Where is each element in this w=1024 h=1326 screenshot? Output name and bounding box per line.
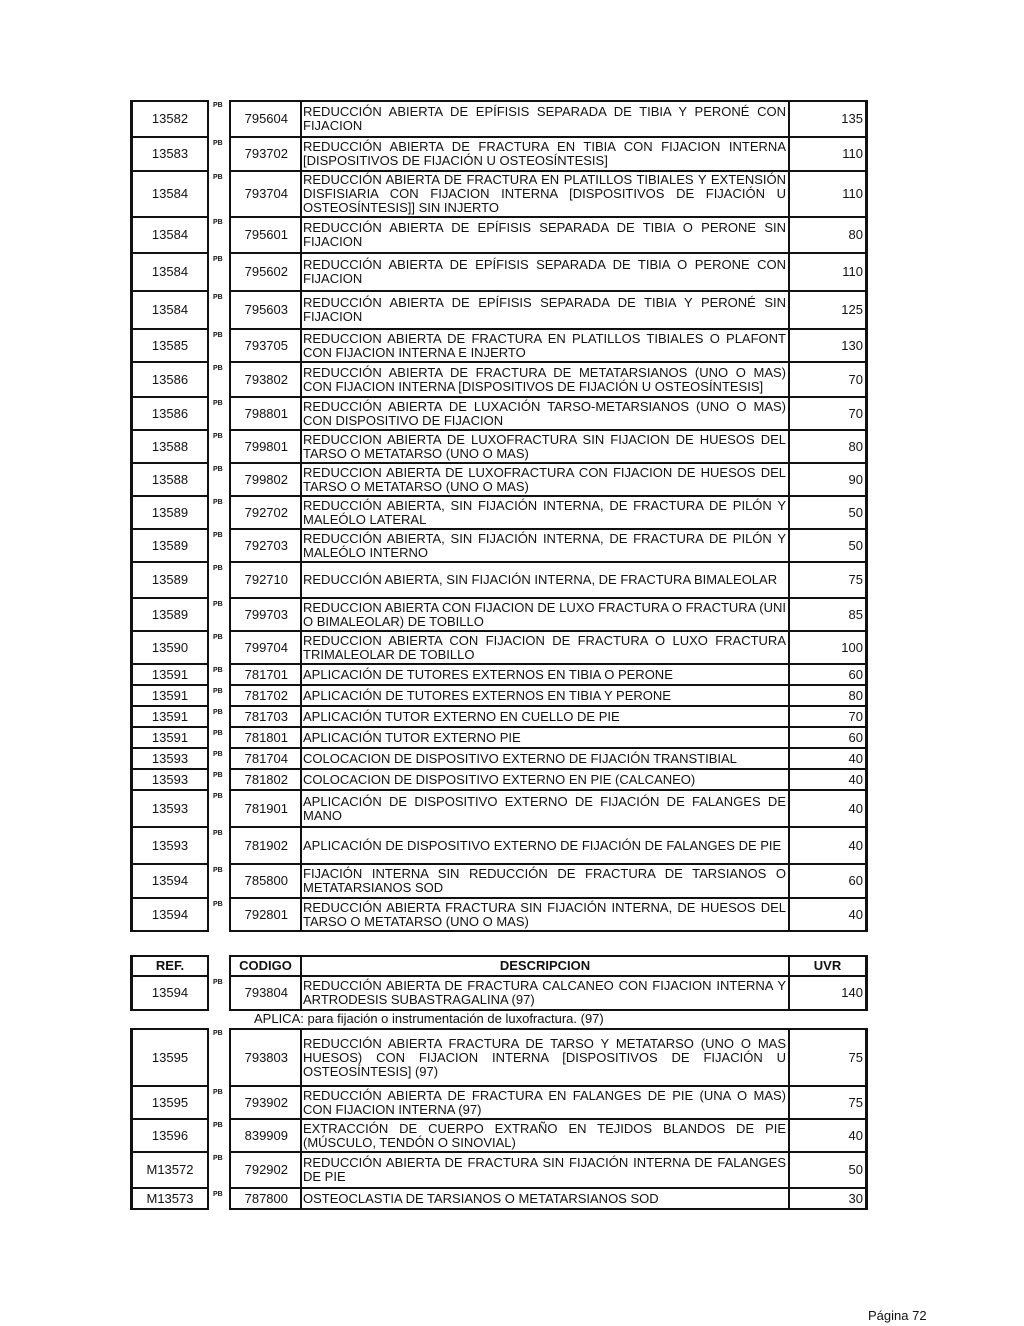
- pb-marker: PB: [213, 1122, 223, 1129]
- ref-cell: 13590: [130, 632, 209, 665]
- pb-marker: PB: [213, 332, 223, 339]
- pb-marker: PB: [213, 174, 223, 181]
- ref-cell: 13585: [130, 330, 209, 363]
- pb-marker: PB: [213, 400, 223, 407]
- codigo-cell: 781802: [229, 770, 302, 791]
- uvr-cell: 60: [788, 865, 868, 899]
- uvr-cell: 40: [788, 899, 868, 932]
- ref-cell: 13589: [130, 497, 209, 530]
- table-row: [130, 599, 890, 632]
- descripcion-cell: REDUCCION ABIERTA CON FIJACION DE LUXO FRACTURA O FRACTURA (UNI O BIMALEOLAR) DE TOBILLO: [302, 599, 788, 632]
- descripcion-cell: FIJACIÓN INTERNA SIN REDUCCIÓN DE FRACTURA DE TARSIANOS O METATARSIANOS SOD: [302, 865, 788, 899]
- table-row: [130, 138, 890, 172]
- table-row: [130, 899, 890, 932]
- codigo-cell: 839909: [229, 1120, 302, 1153]
- ref-cell: 13594: [130, 899, 209, 932]
- table-row: [130, 563, 890, 599]
- table-row: [130, 665, 890, 686]
- table-row: [130, 217, 890, 254]
- descripcion-cell: REDUCCIÓN ABIERTA DE EPÍFISIS SEPARADA DE TIBIA O PERONE SIN FIJACION: [302, 217, 788, 254]
- codigo-cell: 793702: [229, 138, 302, 172]
- ref-cell: M13573: [130, 1189, 209, 1210]
- ref-cell: 13583: [130, 138, 209, 172]
- header-ref: REF.: [130, 955, 209, 977]
- codigo-cell: 799703: [229, 599, 302, 632]
- ref-cell: 13595: [130, 1028, 209, 1087]
- pb-marker: PB: [213, 793, 223, 800]
- uvr-cell: 80: [788, 217, 868, 254]
- uvr-cell: 50: [788, 497, 868, 530]
- pb-marker: PB: [213, 499, 223, 506]
- pb-marker: PB: [213, 365, 223, 372]
- codigo-cell: 793705: [229, 330, 302, 363]
- codigo-cell: 799704: [229, 632, 302, 665]
- table-row: [130, 464, 890, 497]
- uvr-cell: 75: [788, 1087, 868, 1120]
- pb-marker: PB: [213, 1155, 223, 1162]
- descripcion-cell: REDUCCIÓN ABIERTA DE FRACTURA EN TIBIA CON FIJACION INTERNA [DISPOSITIVOS DE FIJACIÓN U OSTEOSÍNTESIS]: [302, 138, 788, 172]
- codigo-cell: 781702: [229, 686, 302, 707]
- codigo-cell: 781704: [229, 749, 302, 770]
- uvr-cell: 75: [788, 563, 868, 599]
- descripcion-cell: REDUCCIÓN ABIERTA DE FRACTURA EN PLATILLOS TIBIALES Y EXTENSIÓN DISFISIARIA CON FIJACION INTERNA [DISPOSITIVOS DE FIJACIÓN U OSTEOSÍNTESIS]] SIN INJERTO: [302, 172, 788, 218]
- codigo-cell: 795601: [229, 217, 302, 254]
- pb-marker: PB: [213, 601, 223, 608]
- pb-marker: PB: [213, 219, 223, 226]
- table-row: [130, 686, 890, 707]
- ref-cell: 13586: [130, 363, 209, 398]
- codigo-cell: 785800: [229, 865, 302, 899]
- descripcion-cell: REDUCCION ABIERTA CON FIJACION DE FRACTURA O LUXO FRACTURA TRIMALEOLAR DE TOBILLO: [302, 632, 788, 665]
- ref-cell: 13596: [130, 1120, 209, 1153]
- table-row: [130, 497, 890, 530]
- descripcion-cell: REDUCCIÓN ABIERTA DE FRACTURA DE METATARSIANOS (UNO O MAS) CON FIJACION INTERNA [DISPOSITIVOS DE FIJACIÓN U OSTEOSÍNTESIS]: [302, 363, 788, 398]
- table-row: [130, 1153, 890, 1189]
- uvr-cell: 110: [788, 172, 868, 218]
- table-row: [130, 791, 890, 828]
- ref-cell: 13584: [130, 254, 209, 292]
- descripcion-cell: OSTEOCLASTIA DE TARSIANOS O METATARSIANOS SOD: [302, 1189, 788, 1210]
- ref-cell: 13586: [130, 398, 209, 431]
- pb-marker: PB: [213, 688, 223, 695]
- ref-cell: 13591: [130, 728, 209, 749]
- descripcion-cell: COLOCACION DE DISPOSITIVO EXTERNO DE FIJACIÓN TRANSTIBIAL: [302, 749, 788, 770]
- uvr-cell: 60: [788, 665, 868, 686]
- codigo-cell: 781801: [229, 728, 302, 749]
- table-row: [130, 100, 890, 138]
- codigo-cell: 799802: [229, 464, 302, 497]
- descripcion-cell: REDUCCIÓN ABIERTA FRACTURA SIN FIJACIÓN INTERNA, DE HUESOS DEL TARSO O METATARSO (UNO O MAS): [302, 899, 788, 932]
- table-row: [130, 749, 890, 770]
- table-row: [130, 330, 890, 363]
- codigo-cell: 792703: [229, 530, 302, 563]
- ref-cell: 13589: [130, 563, 209, 599]
- uvr-cell: 130: [788, 330, 868, 363]
- table-row: [130, 398, 890, 431]
- codigo-cell: 793802: [229, 363, 302, 398]
- codigo-cell: 792801: [229, 899, 302, 932]
- uvr-cell: 135: [788, 100, 868, 138]
- uvr-cell: 110: [788, 254, 868, 292]
- table-row: [130, 363, 890, 398]
- ref-cell: 13594: [130, 865, 209, 899]
- ref-cell: 13588: [130, 431, 209, 464]
- uvr-cell: 40: [788, 791, 868, 828]
- pb-marker: PB: [213, 751, 223, 758]
- table-row: [130, 728, 890, 749]
- uvr-cell: 50: [788, 530, 868, 563]
- uvr-cell: 40: [788, 770, 868, 791]
- procedures-table-block-2: [130, 977, 890, 1011]
- ref-cell: 13588: [130, 464, 209, 497]
- table-row: [130, 770, 890, 791]
- uvr-cell: 40: [788, 1120, 868, 1153]
- descripcion-cell: REDUCCIÓN ABIERTA DE LUXACIÓN TARSO-METARSIANOS (UNO O MAS) CON DISPOSITIVO DE FIJACION: [302, 398, 788, 431]
- descripcion-cell: REDUCCIÓN ABIERTA FRACTURA DE TARSO Y METATARSO (UNO O MAS HUESOS) CON FIJACION INTERNA [DISPOSITIVOS DE FIJACIÓN U OSTEOSÍNTESIS] (97): [302, 1028, 788, 1087]
- descripcion-cell: APLICACIÓN DE TUTORES EXTERNOS EN TIBIA O PERONE: [302, 665, 788, 686]
- descripcion-cell: REDUCCIÓN ABIERTA, SIN FIJACIÓN INTERNA, DE FRACTURA DE PILÓN Y MALEÓLO LATERAL: [302, 497, 788, 530]
- ref-cell: 13589: [130, 530, 209, 563]
- pb-marker: PB: [213, 772, 223, 779]
- page-number: Página 72: [868, 1308, 927, 1323]
- pb-marker: PB: [213, 532, 223, 539]
- uvr-cell: 140: [788, 977, 868, 1011]
- table-row: [130, 292, 890, 330]
- descripcion-cell: REDUCCIÓN ABIERTA DE FRACTURA CALCANEO CON FIJACION INTERNA Y ARTRODESIS SUBASTRAGALINA (97): [302, 977, 788, 1011]
- ref-cell: 13593: [130, 749, 209, 770]
- pb-marker: PB: [213, 433, 223, 440]
- pb-marker: PB: [213, 256, 223, 263]
- descripcion-cell: COLOCACION DE DISPOSITIVO EXTERNO EN PIE (CALCANEO): [302, 770, 788, 791]
- table-row: [130, 172, 890, 217]
- uvr-cell: 40: [788, 749, 868, 770]
- descripcion-cell: REDUCCIÓN ABIERTA, SIN FIJACIÓN INTERNA, DE FRACTURA BIMALEOLAR: [302, 563, 788, 599]
- codigo-cell: 781703: [229, 707, 302, 728]
- codigo-cell: 798801: [229, 398, 302, 431]
- table-row: [130, 632, 890, 665]
- ref-cell: 13595: [130, 1087, 209, 1120]
- codigo-cell: 792710: [229, 563, 302, 599]
- ref-cell: M13572: [130, 1153, 209, 1189]
- descripcion-cell: APLICACIÓN DE DISPOSITIVO EXTERNO DE FIJACIÓN DE FALANGES DE MANO: [302, 791, 788, 828]
- ref-cell: 13584: [130, 292, 209, 330]
- pb-marker: PB: [213, 634, 223, 641]
- codigo-cell: 781901: [229, 791, 302, 828]
- descripcion-cell: REDUCCIÓN ABIERTA DE EPÍFISIS SEPARADA DE TIBIA O PERONE CON FIJACION: [302, 254, 788, 292]
- descripcion-cell: APLICACIÓN DE TUTORES EXTERNOS EN TIBIA Y PERONE: [302, 686, 788, 707]
- ref-cell: 13594: [130, 977, 209, 1011]
- uvr-cell: 50: [788, 1153, 868, 1189]
- uvr-cell: 110: [788, 138, 868, 172]
- pb-marker: PB: [213, 565, 223, 572]
- descripcion-cell: APLICACIÓN TUTOR EXTERNO PIE: [302, 728, 788, 749]
- uvr-cell: 85: [788, 599, 868, 632]
- uvr-cell: 60: [788, 728, 868, 749]
- descripcion-cell: APLICACIÓN DE DISPOSITIVO EXTERNO DE FIJACIÓN DE FALANGES DE PIE: [302, 828, 788, 865]
- pb-marker: PB: [213, 294, 223, 301]
- pb-marker: PB: [213, 140, 223, 147]
- table-row: [130, 1120, 890, 1153]
- descripcion-cell: REDUCCION ABIERTA DE FRACTURA EN PLATILLOS TIBIALES O PLAFONT CON FIJACION INTERNA E INJERTO: [302, 330, 788, 363]
- uvr-cell: 100: [788, 632, 868, 665]
- pb-marker: PB: [213, 709, 223, 716]
- codigo-cell: 795603: [229, 292, 302, 330]
- pb-marker: PB: [213, 466, 223, 473]
- descripcion-cell: REDUCCIÓN ABIERTA DE FRACTURA SIN FIJACIÓN INTERNA DE FALANGES DE PIE: [302, 1153, 788, 1189]
- descripcion-cell: REDUCCIÓN ABIERTA DE FRACTURA EN FALANGES DE PIE (UNA O MAS) CON FIJACION INTERNA (97): [302, 1087, 788, 1120]
- ref-cell: 13591: [130, 665, 209, 686]
- ref-cell: 13593: [130, 828, 209, 865]
- header-descripcion: DESCRIPCION: [302, 955, 788, 977]
- uvr-cell: 40: [788, 828, 868, 865]
- descripcion-cell: REDUCCIÓN ABIERTA DE EPÍFISIS SEPARADA DE TIBIA Y PERONÉ CON FIJACION: [302, 100, 788, 138]
- descripcion-cell: REDUCCIÓN ABIERTA DE EPÍFISIS SEPARADA DE TIBIA Y PERONÉ SIN FIJACION: [302, 292, 788, 330]
- codigo-cell: 792702: [229, 497, 302, 530]
- pb-marker: PB: [213, 730, 223, 737]
- table-row: [130, 707, 890, 728]
- ref-cell: 13591: [130, 686, 209, 707]
- header-codigo: CODIGO: [229, 955, 302, 977]
- descripcion-cell: REDUCCION ABIERTA DE LUXOFRACTURA CON FIJACION DE HUESOS DEL TARSO O METATARSO (UNO O MAS): [302, 464, 788, 497]
- uvr-cell: 70: [788, 707, 868, 728]
- pb-marker: PB: [213, 1089, 223, 1096]
- ref-cell: 13593: [130, 791, 209, 828]
- header-uvr: UVR: [788, 955, 868, 977]
- codigo-cell: 795604: [229, 100, 302, 138]
- pb-marker: PB: [213, 102, 223, 109]
- uvr-cell: 125: [788, 292, 868, 330]
- table-row: [130, 1028, 890, 1087]
- codigo-cell: 781701: [229, 665, 302, 686]
- descripcion-cell: REDUCCIÓN ABIERTA, SIN FIJACIÓN INTERNA, DE FRACTURA DE PILÓN Y MALEÓLO INTERNO: [302, 530, 788, 563]
- codigo-cell: 787800: [229, 1189, 302, 1210]
- procedures-table-block-1: [130, 100, 890, 932]
- codigo-cell: 793902: [229, 1087, 302, 1120]
- pb-marker: PB: [213, 1191, 223, 1198]
- pb-marker: PB: [213, 901, 223, 908]
- uvr-cell: 90: [788, 464, 868, 497]
- table-row: [130, 865, 890, 899]
- codigo-cell: 792902: [229, 1153, 302, 1189]
- ref-cell: 13593: [130, 770, 209, 791]
- table-row: [130, 1087, 890, 1120]
- codigo-cell: 793704: [229, 172, 302, 218]
- table-row: [130, 977, 890, 1011]
- table-row: [130, 1189, 890, 1210]
- codigo-cell: 795602: [229, 254, 302, 292]
- codigo-cell: 793804: [229, 977, 302, 1011]
- descripcion-cell: REDUCCION ABIERTA DE LUXOFRACTURA SIN FIJACION DE HUESOS DEL TARSO O METATARSO (UNO O MAS): [302, 431, 788, 464]
- table-row: [130, 254, 890, 292]
- ref-cell: 13584: [130, 172, 209, 218]
- pb-marker: PB: [213, 1030, 223, 1037]
- pb-marker: PB: [213, 867, 223, 874]
- pb-marker: PB: [213, 979, 223, 986]
- uvr-cell: 70: [788, 398, 868, 431]
- pb-marker: PB: [213, 830, 223, 837]
- table-row: [130, 431, 890, 464]
- uvr-cell: 30: [788, 1189, 868, 1210]
- descripcion-cell: EXTRACCIÓN DE CUERPO EXTRAÑO EN TEJIDOS BLANDOS DE PIE (MÚSCULO, TENDÓN O SINOVIAL): [302, 1120, 788, 1153]
- ref-cell: 13582: [130, 100, 209, 138]
- procedures-table-block-3: [130, 1028, 890, 1210]
- codigo-cell: 799801: [229, 431, 302, 464]
- ref-cell: 13584: [130, 217, 209, 254]
- uvr-cell: 80: [788, 431, 868, 464]
- descripcion-cell: APLICACIÓN TUTOR EXTERNO EN CUELLO DE PIE: [302, 707, 788, 728]
- ref-cell: 13591: [130, 707, 209, 728]
- uvr-cell: 75: [788, 1028, 868, 1087]
- note-text: APLICA: para fijación o instrumentación de luxofractura. (97): [254, 1011, 604, 1026]
- codigo-cell: 781902: [229, 828, 302, 865]
- uvr-cell: 80: [788, 686, 868, 707]
- table-row: [130, 828, 890, 865]
- ref-cell: 13589: [130, 599, 209, 632]
- procedures-table-header: [130, 955, 890, 977]
- pb-marker: PB: [213, 667, 223, 674]
- codigo-cell: 793803: [229, 1028, 302, 1087]
- table-row: [130, 530, 890, 563]
- uvr-cell: 70: [788, 363, 868, 398]
